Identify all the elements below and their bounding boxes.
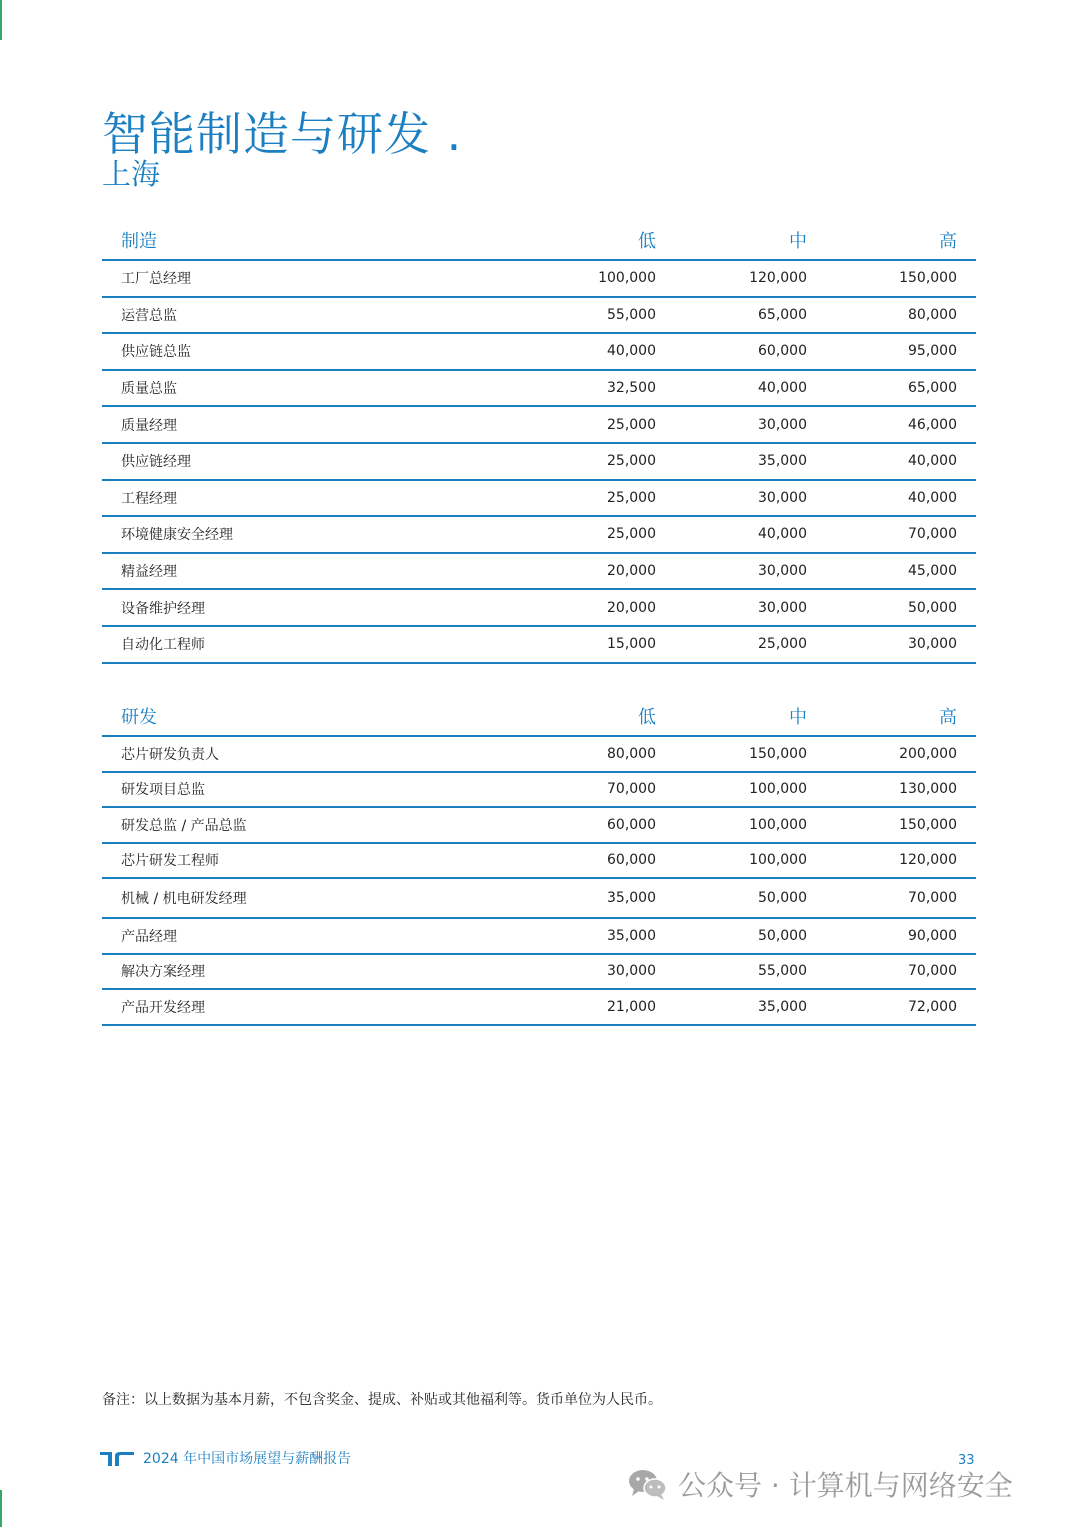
watermark bbox=[628, 1464, 1013, 1504]
high-cell: 95,000 bbox=[807, 333, 976, 370]
role-cell: 运营总监 bbox=[102, 297, 462, 334]
high-cell: 46,000 bbox=[807, 406, 976, 443]
wechat-icon bbox=[628, 1467, 668, 1501]
role-cell: 自动化工程师 bbox=[102, 626, 462, 663]
mid-cell: 120,000 bbox=[656, 260, 807, 297]
column-header-mid: 中 bbox=[656, 226, 807, 260]
mid-cell: 30,000 bbox=[656, 589, 807, 626]
role-cell: 芯片研发负责人 bbox=[102, 736, 462, 772]
high-cell: 120,000 bbox=[807, 843, 976, 879]
mid-cell: 150,000 bbox=[656, 736, 807, 772]
high-cell: 65,000 bbox=[807, 370, 976, 407]
mid-cell: 30,000 bbox=[656, 480, 807, 517]
table-row bbox=[102, 772, 976, 808]
low-cell: 40,000 bbox=[462, 333, 656, 370]
mid-cell: 35,000 bbox=[656, 989, 807, 1025]
table-row bbox=[102, 480, 976, 517]
low-cell: 21,000 bbox=[462, 989, 656, 1025]
table-row bbox=[102, 553, 976, 590]
page-number: 33 bbox=[958, 1453, 975, 1468]
edge-accent-bottom bbox=[0, 1490, 2, 1527]
role-cell: 研发项目总监 bbox=[102, 772, 462, 808]
role-cell: 产品经理 bbox=[102, 918, 462, 954]
table-row bbox=[102, 516, 976, 553]
high-cell: 50,000 bbox=[807, 589, 976, 626]
high-cell: 70,000 bbox=[807, 954, 976, 990]
table-row bbox=[102, 626, 976, 663]
mid-cell: 65,000 bbox=[656, 297, 807, 334]
mid-cell: 55,000 bbox=[656, 954, 807, 990]
high-cell: 72,000 bbox=[807, 989, 976, 1025]
low-cell: 60,000 bbox=[462, 843, 656, 879]
role-cell: 研发总监 / 产品总监 bbox=[102, 807, 462, 843]
mid-cell: 100,000 bbox=[656, 772, 807, 808]
role-cell: 机械 / 机电研发经理 bbox=[102, 878, 462, 918]
report-footer-title: 2024 年中国市场展望与薪酬报告 bbox=[143, 1451, 352, 1467]
role-cell: 供应链经理 bbox=[102, 443, 462, 480]
table-row bbox=[102, 297, 976, 334]
table-row bbox=[102, 954, 976, 990]
mid-cell: 25,000 bbox=[656, 626, 807, 663]
low-cell: 20,000 bbox=[462, 553, 656, 590]
table-row bbox=[102, 989, 976, 1025]
table-row bbox=[102, 333, 976, 370]
table-row bbox=[102, 443, 976, 480]
mid-cell: 60,000 bbox=[656, 333, 807, 370]
column-header-mid: 中 bbox=[656, 702, 807, 736]
high-cell: 70,000 bbox=[807, 516, 976, 553]
page-subtitle: 上海 bbox=[102, 157, 161, 191]
low-cell: 100,000 bbox=[462, 260, 656, 297]
low-cell: 20,000 bbox=[462, 589, 656, 626]
high-cell: 150,000 bbox=[807, 260, 976, 297]
role-cell: 设备维护经理 bbox=[102, 589, 462, 626]
column-header-category: 制造 bbox=[102, 226, 462, 260]
role-cell: 环境健康安全经理 bbox=[102, 516, 462, 553]
table-row bbox=[102, 406, 976, 443]
brand-logo-icon bbox=[100, 1450, 134, 1466]
low-cell: 35,000 bbox=[462, 878, 656, 918]
role-cell: 质量总监 bbox=[102, 370, 462, 407]
high-cell: 90,000 bbox=[807, 918, 976, 954]
table-row bbox=[102, 878, 976, 918]
role-cell: 芯片研发工程师 bbox=[102, 843, 462, 879]
table-header-row bbox=[102, 702, 976, 736]
role-cell: 产品开发经理 bbox=[102, 989, 462, 1025]
mid-cell: 40,000 bbox=[656, 370, 807, 407]
high-cell: 40,000 bbox=[807, 443, 976, 480]
low-cell: 80,000 bbox=[462, 736, 656, 772]
high-cell: 70,000 bbox=[807, 878, 976, 918]
mid-cell: 30,000 bbox=[656, 553, 807, 590]
low-cell: 25,000 bbox=[462, 443, 656, 480]
page-title: 智能制造与研发 . bbox=[102, 107, 463, 161]
table-row bbox=[102, 260, 976, 297]
column-header-low: 低 bbox=[462, 702, 656, 736]
high-cell: 30,000 bbox=[807, 626, 976, 663]
role-cell: 供应链总监 bbox=[102, 333, 462, 370]
low-cell: 25,000 bbox=[462, 480, 656, 517]
watermark-text: 公众号 · 计算机与网络安全 bbox=[678, 1469, 1013, 1502]
table-row bbox=[102, 918, 976, 954]
mid-cell: 100,000 bbox=[656, 843, 807, 879]
low-cell: 32,500 bbox=[462, 370, 656, 407]
high-cell: 40,000 bbox=[807, 480, 976, 517]
high-cell: 200,000 bbox=[807, 736, 976, 772]
manufacturing-salary-table bbox=[102, 226, 976, 664]
role-cell: 解决方案经理 bbox=[102, 954, 462, 990]
mid-cell: 100,000 bbox=[656, 807, 807, 843]
column-header-high: 高 bbox=[807, 226, 976, 260]
low-cell: 30,000 bbox=[462, 954, 656, 990]
low-cell: 60,000 bbox=[462, 807, 656, 843]
column-header-high: 高 bbox=[807, 702, 976, 736]
role-cell: 工厂总经理 bbox=[102, 260, 462, 297]
low-cell: 35,000 bbox=[462, 918, 656, 954]
table-row bbox=[102, 589, 976, 626]
edge-accent-top bbox=[0, 0, 2, 40]
mid-cell: 30,000 bbox=[656, 406, 807, 443]
table-row bbox=[102, 843, 976, 879]
mid-cell: 50,000 bbox=[656, 918, 807, 954]
low-cell: 55,000 bbox=[462, 297, 656, 334]
table-row bbox=[102, 370, 976, 407]
table-row bbox=[102, 736, 976, 772]
role-cell: 工程经理 bbox=[102, 480, 462, 517]
high-cell: 45,000 bbox=[807, 553, 976, 590]
role-cell: 精益经理 bbox=[102, 553, 462, 590]
table-row bbox=[102, 807, 976, 843]
high-cell: 150,000 bbox=[807, 807, 976, 843]
low-cell: 70,000 bbox=[462, 772, 656, 808]
mid-cell: 50,000 bbox=[656, 878, 807, 918]
role-cell: 质量经理 bbox=[102, 406, 462, 443]
high-cell: 80,000 bbox=[807, 297, 976, 334]
high-cell: 130,000 bbox=[807, 772, 976, 808]
low-cell: 25,000 bbox=[462, 406, 656, 443]
mid-cell: 40,000 bbox=[656, 516, 807, 553]
footnote: 备注：以上数据为基本月薪，不包含奖金、提成、补贴或其他福利等。货币单位为人民币。 bbox=[102, 1392, 662, 1408]
column-header-category: 研发 bbox=[102, 702, 462, 736]
table-header-row bbox=[102, 226, 976, 260]
rd-salary-table bbox=[102, 702, 976, 1026]
low-cell: 15,000 bbox=[462, 626, 656, 663]
column-header-low: 低 bbox=[462, 226, 656, 260]
mid-cell: 35,000 bbox=[656, 443, 807, 480]
low-cell: 25,000 bbox=[462, 516, 656, 553]
